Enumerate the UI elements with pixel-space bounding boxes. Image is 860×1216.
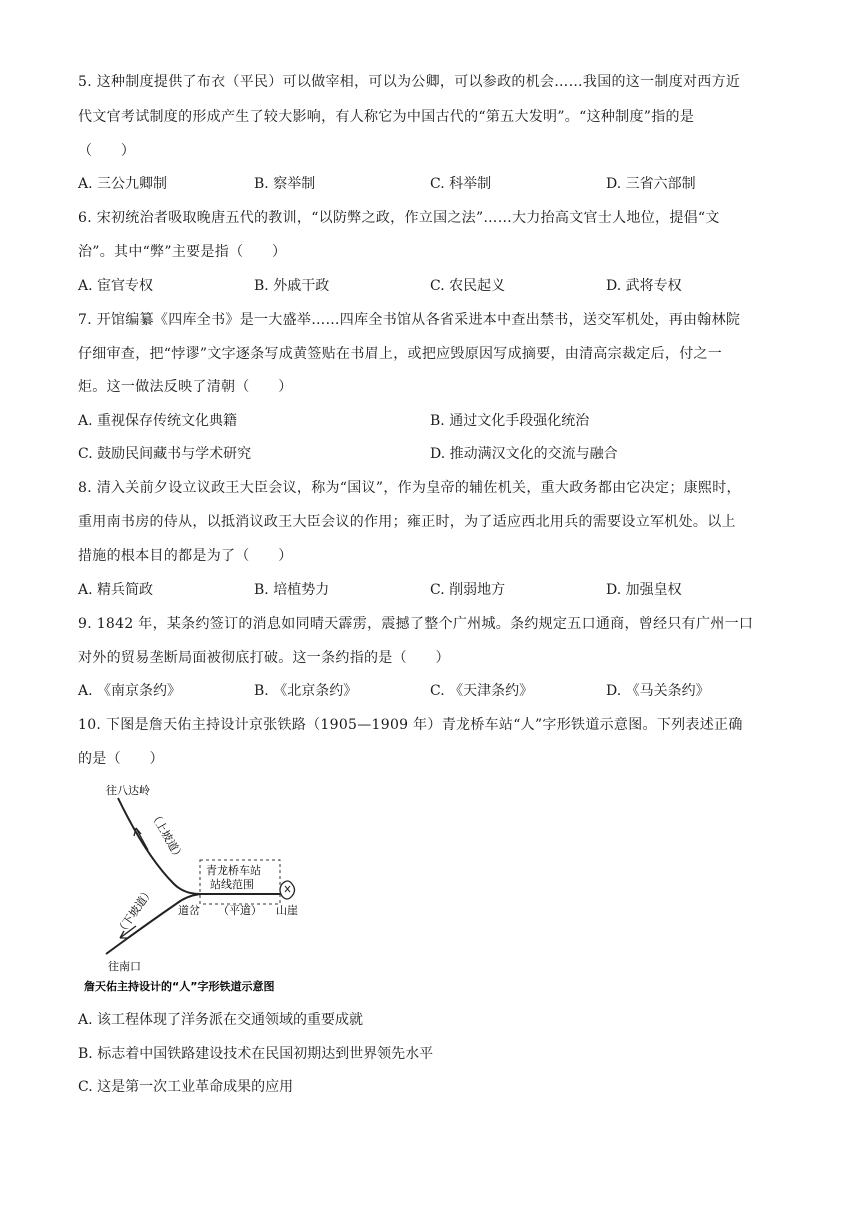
q9-option-a: A. 《南京条约》 [78,683,182,699]
label-to-nankou: 往南口 [108,960,141,973]
label-upslope: （上坡道） [147,809,187,864]
q6-option-c: C. 农民起义 [430,278,506,294]
switchback-railway-diagram [84,776,334,998]
label-junction: 道岔 [178,904,200,917]
label-station-line1: 青龙桥车站 [206,864,261,877]
q8-option-d: D. 加强皇权 [606,582,682,598]
q5-option-b: B. 察举制 [254,176,316,192]
q5-stem-line-3: （ ） [78,143,136,159]
label-downslope: （下坡道） [113,885,157,938]
q10-option-c: C. 这是第一次工业革命成果的应用 [78,1079,294,1095]
q8-stem-line-3: 措施的根本目的都是为了（ ） [78,548,293,564]
q10-stem-line-1: 10. 下图是詹天佑主持设计京张铁路（1905—1909 年）青龙桥车站“人”字形铁道示意图。下列表述正确 [78,717,743,733]
q7-option-d: D. 推动满汉文化的交流与融合 [430,446,618,462]
q5-option-c: C. 科举制 [430,176,492,192]
q9-option-d: D. 《马关条约》 [606,683,710,699]
q8-option-b: B. 培植势力 [254,582,330,598]
q7-option-b: B. 通过文化手段强化统治 [430,413,590,429]
q8-stem-line-1: 8. 清入关前夕设立议政王大臣会议，称为“国议”，作为皇帝的辅佐机关，重大政务都由它决定；康熙时， [78,480,741,496]
q7-stem-line-2: 仔细审查，把“悖谬”文字逐条写成黄签贴在书眉上，或把应毁原因写成摘要，由清高宗裁定后，付之一 [78,346,723,362]
q5-option-a: A. 三公九卿制 [78,176,168,192]
q5-stem-line-1: 5. 这种制度提供了布衣（平民）可以做宰相，可以为公卿，可以参政的机会……我国的这一制度对西方近 [78,74,741,90]
q7-stem-line-1: 7. 开馆编纂《四库全书》是一大盛举……四库全书馆从各省采进本中查出禁书，送交军机处，再由翰林院 [78,312,741,328]
q9-option-b: B. 《北京条约》 [254,683,358,699]
up-arrow [136,828,148,850]
q10-stem-line-2: 的是（ ） [78,751,164,767]
q6-stem-line-1: 6. 宋初统治者吸取晚唐五代的教训，“以防弊之政，作立国之法”……大力抬高文官士人地位，提倡“文 [78,210,720,226]
q7-stem-line-3: 炬。这一做法反映了清朝（ ） [78,379,293,395]
q7-option-a: A. 重视保存传统文化典籍 [78,413,238,429]
q5-option-d: D. 三省六部制 [606,176,696,192]
q6-option-d: D. 武将专权 [606,278,682,294]
q9-stem-line-1: 9. 1842 年，某条约签订的消息如同晴天霹雳，震撼了整个广州城。条约规定五口通商，曾经只有广州一口 [78,616,754,632]
q10-option-b: B. 标志着中国铁路建设技术在民国初期达到世界领先水平 [78,1046,434,1062]
q9-stem-line-2: 对外的贸易垄断局面被彻底打破。这一条约指的是（ ） [78,650,450,666]
q9-option-c: C. 《天津条约》 [430,683,534,699]
q6-option-b: B. 外戚干政 [254,278,330,294]
q8-option-c: C. 削弱地方 [430,582,506,598]
label-station-line2: 站线范围 [210,878,254,891]
q5-stem-line-2: 代文官考试制度的形成产生了较大影响，有人称它为中国古代的“第五大发明”。“这种制度”指的是 [78,109,695,125]
q6-stem-line-2: 治”。其中“弊”主要是指（ ） [78,244,287,260]
q8-stem-line-2: 重用南书房的侍从，以抵消议政王大臣会议的作用；雍正时，为了适应西北用兵的需要设立军机处。以上 [78,514,736,530]
q8-option-a: A. 精兵简政 [78,582,154,598]
diagram-caption: 詹天佑主持设计的“人”字形铁道示意图 [84,980,275,993]
label-flat: （平道） [218,904,262,917]
q10-option-a: A. 该工程体现了洋务派在交通领域的重要成就 [78,1012,364,1028]
q6-option-a: A. 宦官专权 [78,278,154,294]
q7-option-c: C. 鼓励民间藏书与学术研究 [78,446,252,462]
label-cliff: 山崖 [276,904,298,917]
label-to-badaling: 往八达岭 [106,784,150,797]
cliff-icon [280,881,295,899]
